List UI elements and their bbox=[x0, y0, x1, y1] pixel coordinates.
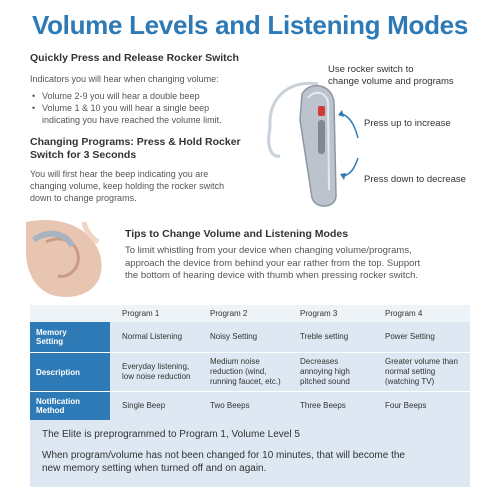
table-cell: Greater volume than normal setting (watching TV) bbox=[385, 357, 458, 386]
ear-icon bbox=[6, 212, 116, 300]
ear-illustration bbox=[6, 212, 116, 300]
hearing-device-illustration bbox=[258, 58, 478, 218]
bullet-continuation: indicating you have reached the volume limit. bbox=[42, 115, 222, 125]
table-header bbox=[30, 305, 470, 322]
table-cell: Decreases annoying high pitched sound bbox=[300, 357, 350, 386]
table-cell: Three Beeps bbox=[300, 401, 346, 410]
bullet-item: • Volume 1 & 10 you will hear a single beep bbox=[30, 103, 290, 115]
instructions-column bbox=[30, 52, 290, 204]
column-header: Program 2 bbox=[210, 309, 248, 318]
column-header: Program 1 bbox=[122, 309, 160, 318]
changing-body-line: down to change programs. bbox=[30, 193, 137, 203]
page-title: Volume Levels and Listening Modes bbox=[31, 10, 469, 40]
table-cell: Normal Listening bbox=[122, 332, 183, 341]
tips-section bbox=[125, 227, 485, 283]
volume-bullets bbox=[30, 91, 290, 126]
rocker-callout: Use rocker switch to change volume and programs bbox=[328, 64, 454, 87]
changing-programs-heading: Changing Programs: Press & Hold Rocker bbox=[30, 136, 241, 148]
table-cell: Noisy Setting bbox=[210, 332, 258, 341]
row-label-description: Description bbox=[30, 353, 110, 391]
bullet-item: • Volume 2-9 you will hear a double beep bbox=[30, 91, 290, 103]
column-header: Program 3 bbox=[300, 309, 338, 318]
table-cell: Everyday listening, low noise reduction bbox=[122, 362, 191, 381]
changing-programs-section bbox=[30, 136, 290, 204]
row-label-memory-setting: Memory Setting bbox=[30, 322, 110, 352]
table-cell: Two Beeps bbox=[210, 401, 250, 410]
column-header: Program 4 bbox=[385, 309, 423, 318]
changing-programs-heading-2: Switch for 3 Seconds bbox=[30, 149, 137, 161]
tips-body: To limit whistling from your device when changing volume/programs, approach the device from behind your ear rather from the top. Support the bottom of hearing device with thumb when pressing rocker switch. bbox=[125, 245, 421, 281]
quick-press-heading: Quickly Press and Release Rocker Switch bbox=[30, 52, 239, 64]
memory-note: When program/volume has not been changed for 10 minutes, that will become the new memory setting when turned off and on again. bbox=[42, 450, 405, 474]
row-label-notification-method: Notification Method bbox=[30, 392, 110, 420]
table-cell: Single Beep bbox=[122, 401, 166, 410]
default-program-note: The Elite is preprogrammed to Program 1, Volume Level 5 bbox=[42, 429, 300, 440]
press-down-label: Press down to decrease bbox=[364, 174, 466, 185]
quick-press-intro: Indicators you will hear when changing volume: bbox=[30, 74, 219, 84]
press-up-label: Press up to increase bbox=[364, 118, 451, 129]
changing-body-line: changing volume, keep holding the rocker switch bbox=[30, 181, 225, 191]
table-cell: Medium noise reduction (wind, running faucet, etc.) bbox=[210, 357, 281, 386]
preprogrammed-note bbox=[30, 420, 470, 487]
table-cell: Four Beeps bbox=[385, 401, 427, 410]
tips-title: Tips to Change Volume and Listening Modes bbox=[125, 228, 349, 240]
table-cell: Treble setting bbox=[300, 332, 349, 341]
changing-body-line: You will first hear the beep indicating you are bbox=[30, 169, 209, 179]
table-cell: Power Setting bbox=[385, 332, 435, 341]
